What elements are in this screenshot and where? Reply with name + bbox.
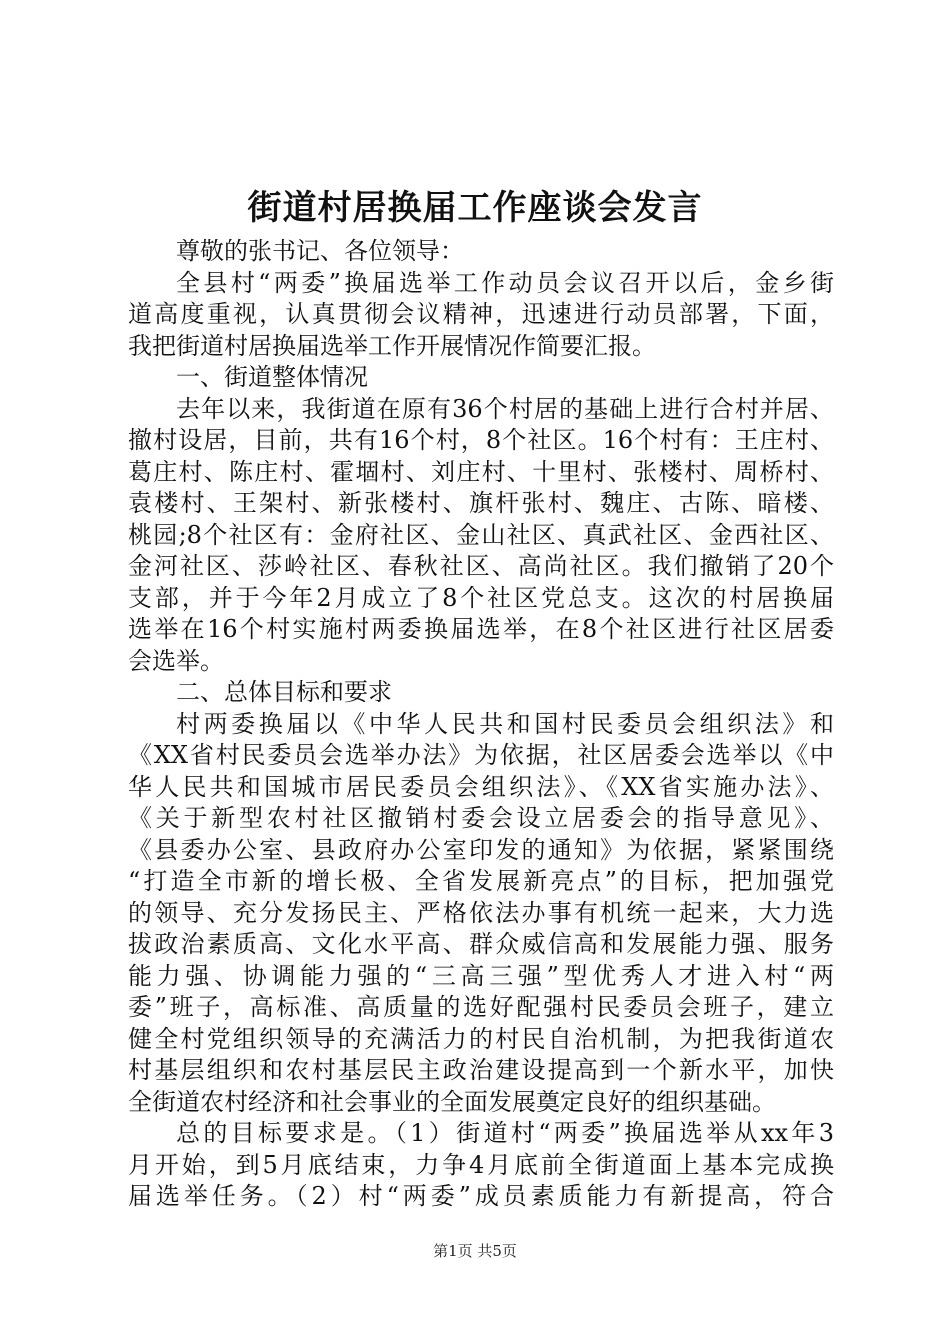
text-line: 《关于新型农村社区撤销村委会设立居委会的指导意见》、 [128,804,834,832]
text-line: 全县村“两委”换届选举工作动员会议召开以后，金乡街 [176,268,834,297]
text-line: 一、街道整体情况 [176,363,368,391]
text-line: 支部，并于今年2月成立了8个社区党总支。这次的村居换届 [128,583,834,612]
text-line: 届选举任务。（2）村“两委”成员素质能力有新提高，符合 [128,1182,834,1210]
text-line: 桃园;8个社区有：金府社区、金山社区、真武社区、金西社区、 [128,520,834,549]
text-line: 我把街道村居换届选举工作开展情况作简要汇报。 [128,331,656,360]
text-line: 总的目标要求是。（1）街道村“两委”换届选举从xx年3 [176,1119,834,1147]
document-title: 街道村居换届工作座谈会发言 [247,188,703,228]
text-line: 葛庄村、陈庄村、霍堌村、刘庄村、十里村、张楼村、周桥村、 [128,457,834,486]
text-line: 能力强、协调能力强的“三高三强”型优秀人才进入村“两 [128,961,834,990]
text-line: “打造全市新的增长极、全省发展新亮点”的目标，把加强党 [128,867,834,895]
text-line: 村基层组织和农村基层民主政治建设提高到一个新水平，加快 [128,1056,834,1084]
text-line: 金河社区、莎岭社区、春秋社区、高尚社区。我们撤销了20个 [128,552,834,580]
text-line: 华人民共和国城市居民委员会组织法》、《XX省实施办法》、 [128,772,834,801]
text-line: 尊敬的张书记、各位领导： [176,237,464,265]
text-line: 的领导、充分发扬民主、严格依法办事有机统一起来，大力选 [128,898,834,927]
text-line: 会选举。 [128,646,224,675]
page-footer: 第1页 共5页 [433,1242,517,1260]
text-line: 村两委换届以《中华人民共和国村民委员会组织法》和 [176,709,834,738]
text-line: 道高度重视，认真贯彻会议精神，迅速进行动员部署，下面， [128,300,834,328]
text-line: 月开始，到5月底结束，力争4月底前全街道面上基本完成换 [128,1150,834,1179]
text-line: 袁楼村、王架村、新张楼村、旗杆张村、魏庄、古陈、暗楼、 [128,489,834,517]
text-line: 撤村设居，目前，共有16个村，8个社区。16个村有：王庄村、 [128,426,834,454]
text-line: 全街道农村经济和社会事业的全面发展奠定良好的组织基础。 [128,1087,776,1116]
text-line: 健全村党组织领导的充满活力的村民自治机制，为把我街道农 [128,1024,834,1053]
text-line: 选举在16个村实施村两委换届选举，在8个社区进行社区居委 [128,615,834,643]
document-body [128,236,834,1213]
text-line: 委”班子，高标准、高质量的选好配强村民委员会班子，建立 [128,993,834,1021]
text-line: 去年以来，我街道在原有36个村居的基础上进行合村并居、 [176,394,834,423]
text-line: 拔政治素质高、文化水平高、群众威信高和发展能力强、服务 [128,930,834,958]
text-line: 《XX省村民委员会选举办法》为依据，社区居委会选举以《中 [128,741,834,769]
text-line: 《县委办公室、县政府办公室印发的通知》为依据，紧紧围绕 [128,835,834,864]
text-line: 二、总体目标和要求 [176,678,392,706]
